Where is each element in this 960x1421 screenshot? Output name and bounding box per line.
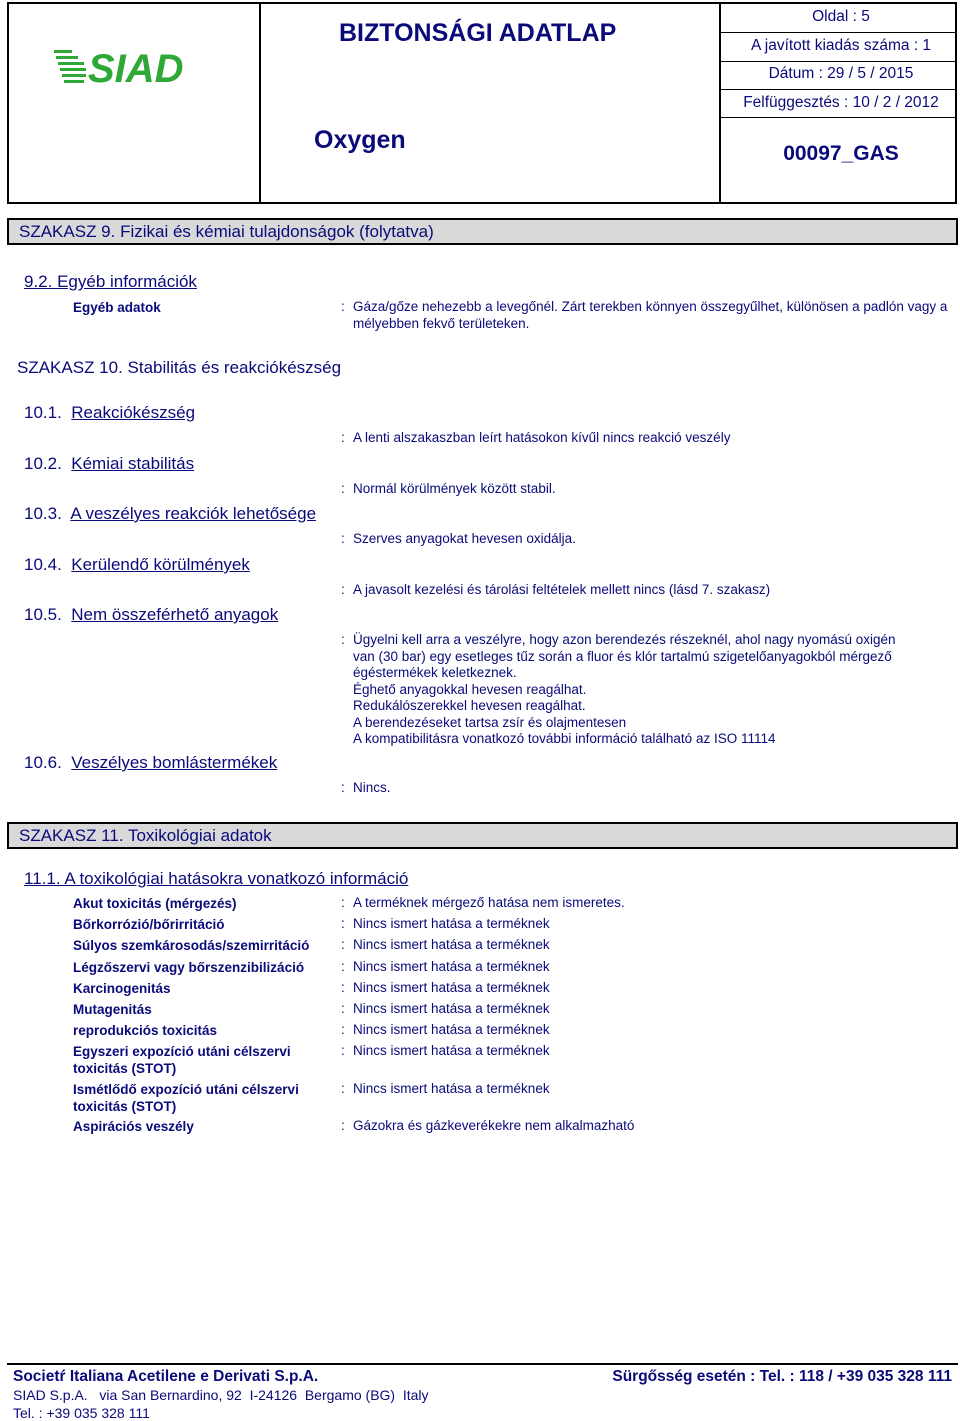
colon-separator: : bbox=[341, 937, 345, 952]
value-line: égéstermékek keletkeznek. bbox=[353, 665, 517, 680]
chemical-stability-value: Normál körülmények között stabil. bbox=[353, 481, 556, 496]
tox-row-value: Nincs ismert hatása a terméknek bbox=[353, 959, 550, 974]
value-line: Éghető anyagokkal hevesen reagálhat. bbox=[353, 681, 587, 697]
section-11-header: SZAKASZ 11. Toxikológiai adatok bbox=[7, 822, 958, 849]
colon-separator: : bbox=[341, 481, 345, 496]
colon-separator: : bbox=[341, 916, 345, 931]
subsection-10-4: 10.4. Kerülendő körülmények bbox=[24, 555, 250, 574]
colon-separator: : bbox=[341, 1022, 345, 1037]
colon-separator: : bbox=[341, 1118, 345, 1133]
tox-row-value: Nincs ismert hatása a terméknek bbox=[353, 1081, 550, 1096]
colon-separator: : bbox=[341, 959, 345, 974]
tox-row-value: Nincs ismert hatása a terméknek bbox=[353, 1043, 550, 1058]
colon-separator: : bbox=[341, 632, 345, 647]
reactivity-value: A lenti alszakaszban leírt hatásokon kívűl nincs reakció veszély bbox=[353, 430, 731, 445]
footer-company: Societŕ Italiana Acetilene e Derivati S.p.A. bbox=[13, 1368, 319, 1385]
colon-separator: : bbox=[341, 980, 345, 995]
page-number: Oldal : 5 bbox=[812, 8, 870, 25]
tox-row-value: Gázokra és gázkeverékekre nem alkalmazható bbox=[353, 1118, 635, 1133]
decomposition-products-value: Nincs. bbox=[353, 780, 391, 795]
subsection-10-2: 10.2. Kémiai stabilitás bbox=[24, 454, 195, 473]
product-code: 00097_GAS bbox=[783, 142, 899, 165]
incompatible-materials-value bbox=[353, 632, 953, 748]
header-divider bbox=[721, 89, 955, 90]
tox-row-value: A terméknek mérgező hatása nem ismeretes. bbox=[353, 895, 625, 910]
supersedes-date: Felfüggesztés : 10 / 2 / 2012 bbox=[743, 94, 939, 111]
colon-separator: : bbox=[341, 299, 345, 314]
svg-text:SIAD: SIAD bbox=[88, 47, 184, 91]
colon-separator: : bbox=[341, 531, 345, 546]
subsection-9-2-title: 9.2. Egyéb információk bbox=[24, 272, 197, 291]
tox-row-value: Nincs ismert hatása a terméknek bbox=[353, 1022, 550, 1037]
colon-separator: : bbox=[341, 582, 345, 597]
footer-address: SIAD S.p.A. via San Bernardino, 92 I-24126 Bergamo (BG) Italy bbox=[13, 1387, 429, 1403]
tox-row-label: Egyszeri expozíció utáni célszervi toxicitás (STOT) bbox=[73, 1044, 291, 1076]
revision-number: A javított kiadás száma : 1 bbox=[750, 37, 932, 54]
colon-separator: : bbox=[341, 780, 345, 795]
tox-row-label: Bőrkorrózió/bőrirritáció bbox=[73, 917, 225, 932]
header-divider bbox=[721, 32, 955, 33]
section-9-header: SZAKASZ 9. Fizikai és kémiai tulajdonságok (folytatva) bbox=[7, 218, 958, 245]
subsection-10-6: 10.6. Veszélyes bomlástermékek bbox=[24, 753, 278, 772]
document-title: BIZTONSÁGI ADATLAP bbox=[339, 19, 617, 47]
subsection-10-3: 10.3. A veszélyes reakciók lehetősége bbox=[24, 504, 317, 523]
tox-row-label: Karcinogenitás bbox=[73, 981, 171, 996]
subsection-11-1-title: 11.1. A toxikológiai hatásokra vonatkozó információ bbox=[24, 869, 409, 888]
subsection-10-1: 10.1. Reakciókészség bbox=[24, 403, 196, 422]
footer-emergency: Sürgősség esetén : Tel. : 118 / +39 035 328 111 bbox=[612, 1368, 952, 1385]
tox-row-label: reprodukciós toxicitás bbox=[73, 1023, 218, 1038]
section-10-header: SZAKASZ 10. Stabilitás és reakciókészség bbox=[7, 355, 958, 382]
tox-row-value: Nincs ismert hatása a terméknek bbox=[353, 980, 550, 995]
footer-phone: Tel. : +39 035 328 111 bbox=[13, 1405, 150, 1421]
conditions-to-avoid-value: A javasolt kezelési és tárolási feltételek mellett nincs (lásd 7. szakasz) bbox=[353, 582, 771, 597]
colon-separator: : bbox=[341, 895, 345, 910]
revision-date: Dátum : 29 / 5 / 2015 bbox=[768, 65, 914, 82]
header-divider bbox=[719, 4, 721, 202]
subsection-10-5: 10.5. Nem összeférhető anyagok bbox=[24, 605, 279, 624]
tox-row-value: Nincs ismert hatása a terméknek bbox=[353, 1001, 550, 1016]
footer-divider bbox=[7, 1363, 958, 1365]
tox-row-label: Ismétlődő expozíció utáni célszervi toxicitás (STOT) bbox=[73, 1082, 299, 1114]
document-header bbox=[7, 2, 957, 204]
tox-row-label: Mutagenitás bbox=[73, 1002, 152, 1017]
value-line: Redukálószerekkel hevesen reagálhat. bbox=[353, 698, 586, 713]
tox-row-label: Akut toxicitás (mérgezés) bbox=[73, 896, 237, 911]
header-divider bbox=[721, 61, 955, 62]
other-data-label: Egyéb adatok bbox=[73, 300, 161, 315]
value-line: A berendezéseket tartsa zsír és olajmentesen bbox=[353, 714, 627, 730]
hazardous-reactions-value: Szerves anyagokat hevesen oxidálja. bbox=[353, 531, 576, 546]
siad-logo bbox=[54, 42, 224, 92]
tox-row-label: Aspirációs veszély bbox=[73, 1119, 194, 1134]
colon-separator: : bbox=[341, 1001, 345, 1016]
value-line: A kompatibilitásra vonatkozó további információ található az ISO 11114 bbox=[353, 731, 776, 746]
tox-row-value: Nincs ismert hatása a terméknek bbox=[353, 916, 550, 931]
tox-row-value: Nincs ismert hatása a terméknek bbox=[353, 937, 550, 952]
colon-separator: : bbox=[341, 1043, 345, 1058]
colon-separator: : bbox=[341, 430, 345, 445]
other-data-value: Gáza/gőze nehezebb a levegőnél. Zárt terekben könnyen összegyűlhet, különösen a padlón vagy a mélyebben fekvő területeken. bbox=[353, 299, 948, 331]
header-divider bbox=[721, 117, 955, 118]
colon-separator: : bbox=[341, 1081, 345, 1096]
header-divider bbox=[259, 4, 261, 202]
tox-row-label: Súlyos szemkárosodás/szemirritáció bbox=[73, 938, 310, 953]
product-name: Oxygen bbox=[314, 126, 406, 154]
value-line: van (30 bar) egy esetleges tűz során a fluor és klór tartalmú szigetelőanyagokból mérgező bbox=[353, 648, 892, 664]
value-line: Ügyelni kell arra a veszélyre, hogy azon berendezés részeknél, ahol nagy nyomású oxigén bbox=[353, 632, 896, 647]
tox-row-label: Légzőszervi vagy bőrszenzibilizáció bbox=[73, 960, 305, 975]
